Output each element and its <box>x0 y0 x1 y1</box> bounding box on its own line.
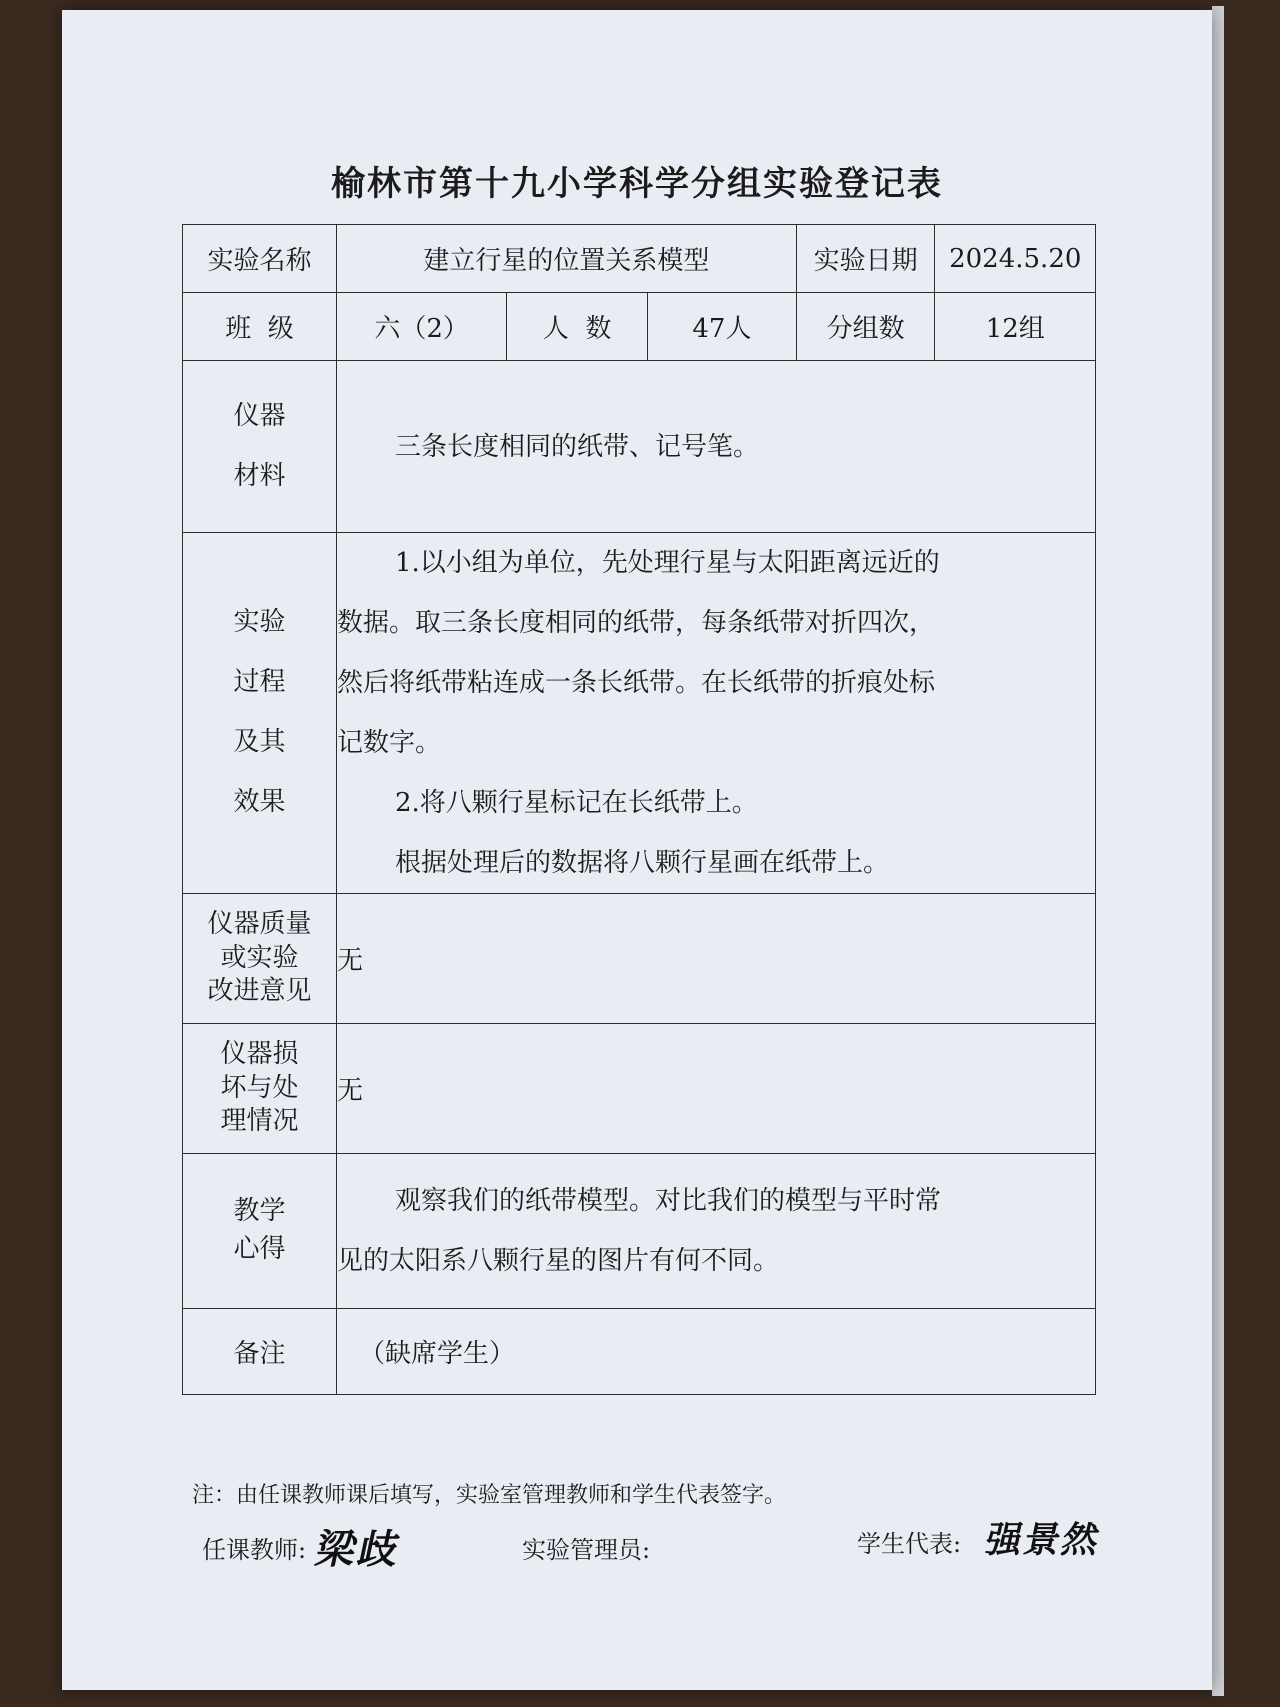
quality-label-line-3: 改进意见 <box>207 976 312 1007</box>
process-label-line-2: 过程 <box>233 667 286 698</box>
lab-admin-label: 实验管理员: <box>522 1536 651 1564</box>
materials-value: 三条长度相同的纸带、记号笔。 <box>394 431 759 462</box>
process-label-line-4: 效果 <box>233 786 286 817</box>
damage-label <box>183 1024 337 1154</box>
teaching-label <box>183 1154 337 1309</box>
class-label: 班 级 <box>183 293 337 361</box>
process-line: 1.以小组为单位，先处理行星与太阳距离远近的 <box>394 548 940 578</box>
teaching-line: 观察我们的纸带模型。对比我们的模型与平时常 <box>394 1186 941 1216</box>
teaching-value-cell <box>336 1154 1095 1309</box>
damage-label-line-3: 理情况 <box>220 1106 299 1137</box>
remarks-value: （缺席学生） <box>336 1309 1095 1395</box>
paper-stack-edge <box>1212 6 1224 1696</box>
row-quality <box>183 894 1096 1024</box>
row-teaching <box>183 1154 1096 1309</box>
materials-label-line-1: 仪器 <box>233 400 286 431</box>
materials-value-cell <box>336 361 1095 533</box>
materials-label-line-2: 材料 <box>233 460 286 491</box>
remarks-label: 备注 <box>183 1309 337 1395</box>
process-label <box>183 533 337 894</box>
row-materials <box>183 361 1096 533</box>
registration-form-sheet <box>62 10 1212 1690</box>
experiment-name-value: 建立行星的位置关系模型 <box>336 225 796 293</box>
row-class-info <box>183 293 1096 361</box>
process-line: 数据。取三条长度相同的纸带，每条纸带对折四次， <box>336 608 935 638</box>
groups-label: 分组数 <box>796 293 935 361</box>
form-note: 注：由任课教师课后填写，实验室管理教师和学生代表签字。 <box>192 1483 787 1508</box>
class-value: 六（2） <box>336 293 506 361</box>
row-process <box>183 533 1096 894</box>
process-line: 然后将纸带粘连成一条长纸带。在长纸带的折痕处标 <box>336 668 935 698</box>
process-label-line-3: 及其 <box>233 727 286 757</box>
quality-label-line-1: 仪器质量 <box>207 908 312 939</box>
damage-value: 无 <box>336 1024 1095 1154</box>
quality-value: 无 <box>336 894 1095 1024</box>
count-value: 47人 <box>648 293 797 361</box>
teaching-label-line-2: 心得 <box>233 1234 286 1264</box>
count-label: 人 数 <box>507 293 648 361</box>
quality-label-line-2: 或实验 <box>220 942 299 973</box>
row-remarks <box>183 1309 1096 1395</box>
process-value-cell <box>336 533 1095 894</box>
row-experiment-name <box>183 225 1096 293</box>
damage-label-line-2: 坏与处 <box>220 1072 299 1103</box>
form-title: 榆林市第十九小学科学分组实验登记表 <box>331 164 943 204</box>
quality-label <box>183 894 337 1024</box>
signature-row <box>62 1510 1212 1580</box>
experiment-name-label: 实验名称 <box>183 225 337 293</box>
student-rep-signature: 强景然 <box>982 1520 1105 1561</box>
teacher-signature: 梁歧 <box>311 1527 406 1573</box>
damage-label-line-1: 仪器损 <box>220 1038 299 1069</box>
materials-label <box>183 361 337 533</box>
experiment-registration-table <box>182 224 1096 1395</box>
row-damage <box>183 1024 1096 1154</box>
process-label-line-1: 实验 <box>233 607 286 638</box>
teaching-label-line-1: 教学 <box>233 1196 286 1227</box>
process-line: 2.将八颗行星标记在长纸带上。 <box>394 788 758 818</box>
student-rep-label: 学生代表: <box>857 1530 962 1558</box>
groups-value: 12组 <box>935 293 1096 361</box>
date-label: 实验日期 <box>796 225 935 293</box>
date-value: 2024.5.20 <box>935 225 1096 293</box>
teacher-label: 任课教师: <box>202 1536 307 1564</box>
process-line: 根据处理后的数据将八颗行星画在纸带上。 <box>394 848 889 878</box>
process-line: 记数字。 <box>336 728 441 758</box>
teaching-line: 见的太阳系八颗行星的图片有何不同。 <box>336 1246 779 1276</box>
